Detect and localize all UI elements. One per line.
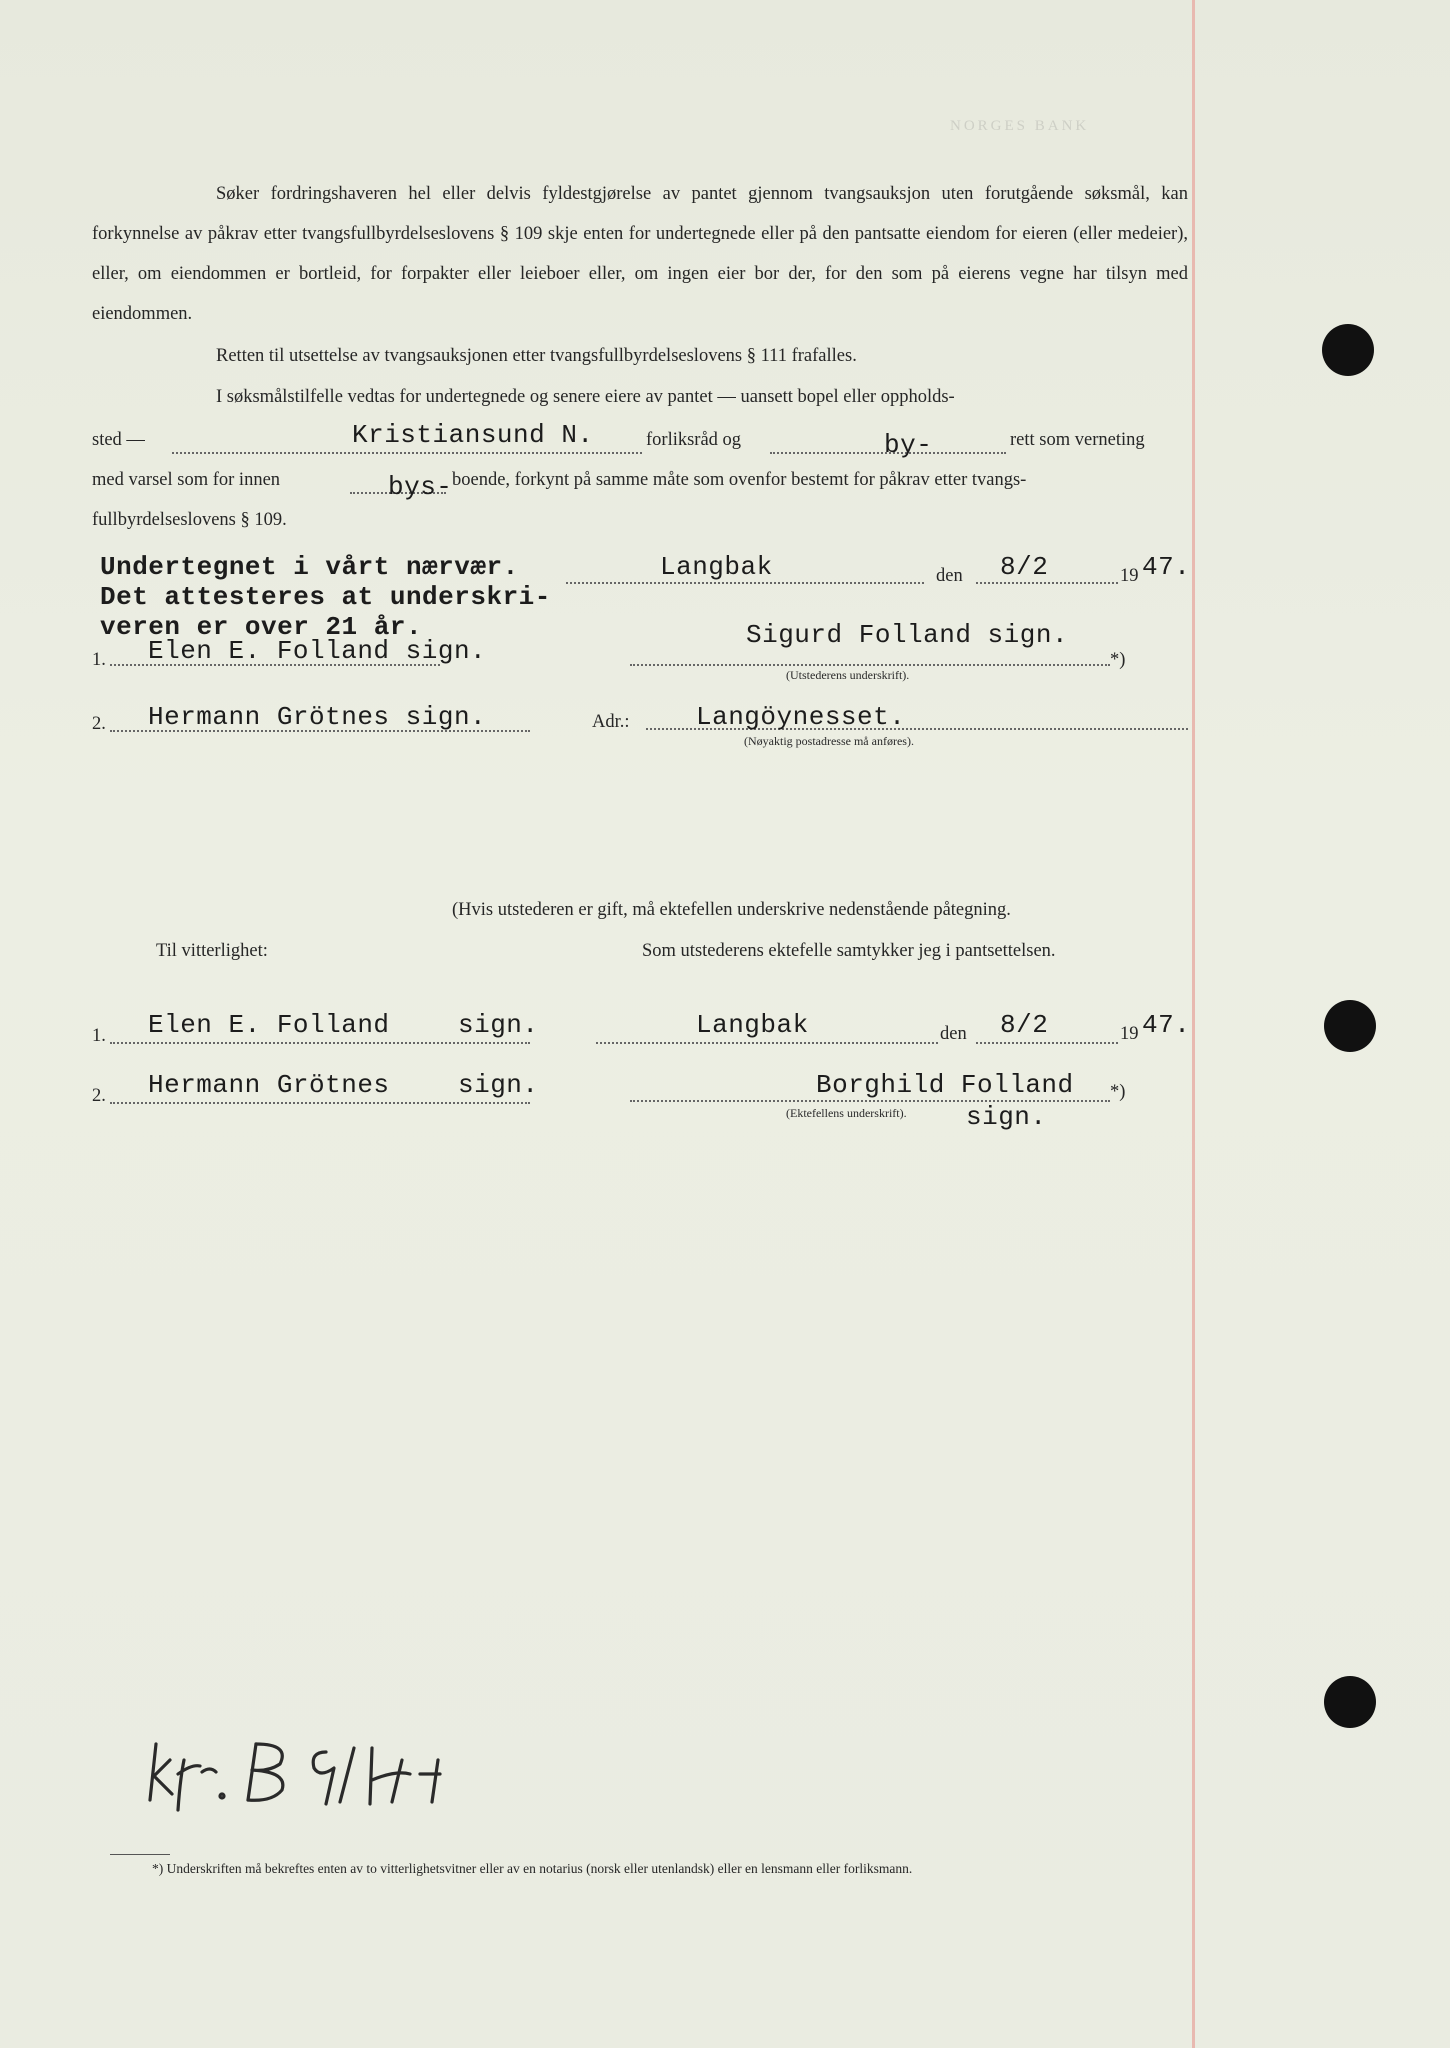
footnote-rule [110,1854,170,1855]
number-2: 2. [92,714,106,734]
asterisk-2: *) [1110,1082,1126,1102]
typed-spouse-witness-1-sign: sign. [458,1010,539,1040]
asterisk-1: *) [1110,650,1126,670]
number-2b: 2. [92,1086,106,1106]
bleed-through-header: NORGES BANK [950,118,1090,134]
typed-year-2: 47. [1142,1010,1191,1040]
dotted-line [976,1042,1118,1044]
typed-date-2: 8/2 [1000,1010,1049,1040]
typed-witness-1: Elen E. Folland sign. [148,636,487,666]
utstederens-underskrift-label: (Utstederens underskrift). [786,668,910,682]
varsel-label: med varsel som for innen [92,470,281,490]
dotted-line [630,664,1110,666]
dotted-line [110,1042,530,1044]
typed-place-1: Langbak [660,552,773,582]
punch-hole-top [1322,324,1374,376]
dotted-line [596,1042,938,1044]
red-margin-line [1192,0,1195,2048]
handwritten-note [140,1730,480,1820]
noyaktig-label: (Nøyaktig postadresse må anføres). [744,734,914,748]
rett-label: rett som verneting [1010,430,1145,450]
typed-spouse-name: Borghild Folland [816,1070,1074,1100]
typed-spouse-sign: sign. [966,1102,1047,1132]
typed-issuer: Sigurd Folland sign. [746,620,1069,650]
adr-label: Adr.: [592,712,630,732]
typed-spouse-witness-2-sign: sign. [458,1070,539,1100]
number-1: 1. [92,650,106,670]
year-prefix-2: 19 [1120,1024,1139,1044]
typed-kristiansund: Kristiansund N. [352,420,594,450]
til-vitterlighet-label: Til vitterlighet: [156,941,268,961]
typed-address: Langöynesset. [696,702,906,732]
typed-witness-line2: Det attesteres at underskri- [100,582,551,612]
paragraph-text: Søker fordringshaveren hel eller delvis fyldestgjørelse av pantet gjennom tvangsauksjon uten forutgående søksmål, kan forkynnelse av påkrav etter tvangsfullbyrdelseslovens § 109 skje enten for undertegnede eller på den pantsatte eiendom for eieren (eller medeier), eller, om eiendommen er bortleid, for forpakter eller leieboer eller, om ingen eier bor der, for den som på eierens vegne har tilsyn med eiendommen. [92,184,1188,324]
paragraph-last-line: fullbyrdelseslovens § 109. [92,510,287,530]
spouse-consent: Som utstederens ektefelle samtykker jeg i pantsettelsen. [642,941,1056,961]
dotted-line [976,582,1118,584]
typed-spouse-witness-2: Hermann Grötnes [148,1070,390,1100]
den-label-1: den [936,566,963,586]
spouse-note: (Hvis utstederen er gift, må ektefellen underskrive nedenstående påtegning. [452,900,1011,920]
typed-date-1: 8/2 [1000,552,1049,582]
dotted-line [110,1102,530,1104]
forliksrad-label: forliksråd og [646,430,742,450]
dotted-line [566,582,924,584]
paragraph-pledge-enforcement [92,174,1188,334]
typed-witness-line3: veren er over 21 år. [100,612,423,642]
paragraph-postponement: Retten til utsettelse av tvangsauksjonen etter tvangsfullbyrdelseslovens § 111 frafalles. [216,346,857,366]
typed-witness-line1: Undertegnet i vårt nærvær. [100,552,519,582]
typed-place-2: Langbak [696,1010,809,1040]
dotted-line [172,452,642,454]
typed-witness-2: Hermann Grötnes sign. [148,702,487,732]
sted-label: sted — [92,430,145,450]
typed-year-1: 47. [1142,552,1191,582]
number-1b: 1. [92,1026,106,1046]
year-prefix-1: 19 [1120,566,1139,586]
footnote: *) Underskriften må bekreftes enten av to vitterlighetsvitner eller av en notarius (norsk eller utenlandsk) eller en lensmann eller forliksmann. [152,1861,913,1876]
den-label-2: den [940,1024,967,1044]
boende-label: boende, forkynt på samme måte som ovenfor bestemt for påkrav etter tvangs- [452,470,1027,490]
paragraph-venue-line1: I søksmålstilfelle vedtas for undertegnede og senere eiere av pantet — uansett bopel eller oppholds- [216,387,955,407]
typed-by: by- [884,430,933,460]
punch-hole-bottom [1324,1676,1376,1728]
typed-bys: bys- [388,472,453,502]
ektefellens-underskrift-label: (Ektefellens underskrift). [786,1106,907,1120]
typed-spouse-witness-1: Elen E. Folland [148,1010,390,1040]
punch-hole-middle [1324,1000,1376,1052]
